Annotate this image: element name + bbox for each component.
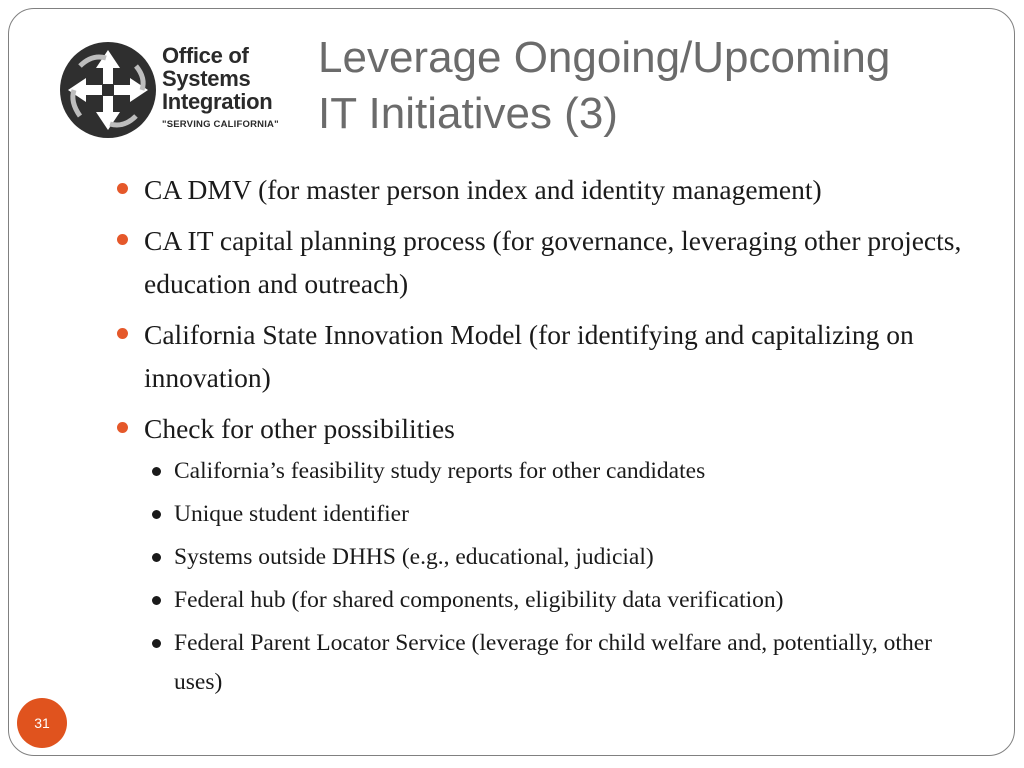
slide-title-line-2: IT Initiatives (3) [318, 89, 618, 138]
sub-bullet-item: Unique student identifier [144, 495, 976, 534]
sub-bullet-item: Federal hub (for shared components, eligibility data verification) [144, 581, 976, 620]
bullet-item-with-subitems [116, 407, 976, 702]
slide-title-line-1: Leverage Ongoing/Upcoming [318, 33, 891, 82]
logo-tagline: "SERVING CALIFORNIA" [162, 119, 279, 130]
logo-wordmark [162, 44, 312, 130]
bullet-item-label: Check for other possibilities [144, 413, 455, 444]
bullet-list [116, 168, 976, 710]
sub-bullet-item: Federal Parent Locator Service (leverage for child welfare and, potentially, other uses) [144, 624, 976, 702]
osi-logo-mark-icon [58, 40, 158, 140]
logo-line-3: Integration [162, 89, 273, 114]
logo-line-2: Systems [162, 66, 251, 91]
logo-line-1: Office of [162, 43, 249, 68]
osi-logo [58, 40, 308, 144]
sub-bullet-list [144, 452, 976, 702]
bullet-item: CA IT capital planning process (for governance, leveraging other projects, education and outreach) [116, 219, 976, 305]
sub-bullet-item: Systems outside DHHS (e.g., educational, judicial) [144, 538, 976, 577]
sub-bullet-item: California’s feasibility study reports for other candidates [144, 452, 976, 491]
page-number-badge: 31 [17, 698, 67, 748]
bullet-item: California State Innovation Model (for identifying and capitalizing on innovation) [116, 313, 976, 399]
slide-title [318, 30, 998, 142]
bullet-item: CA DMV (for master person index and identity management) [116, 168, 976, 211]
